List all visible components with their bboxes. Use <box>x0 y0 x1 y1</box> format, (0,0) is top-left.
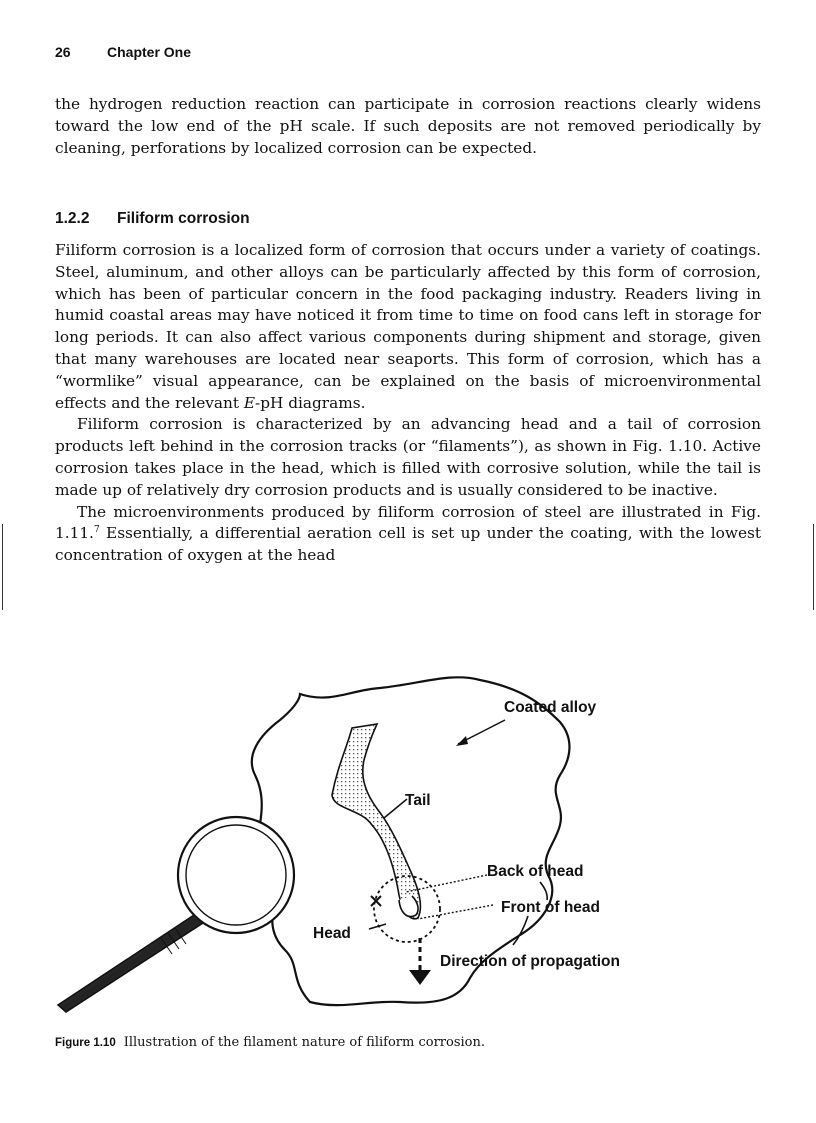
filiform-illustration <box>0 660 816 1020</box>
section-heading <box>55 210 250 228</box>
label-coated-alloy: Coated alloy <box>504 699 597 716</box>
caption-number: Figure 1.10 <box>55 1037 116 1049</box>
figure-1-10 <box>0 660 816 1020</box>
section-body <box>55 240 761 567</box>
chapter-title: Chapter One <box>107 44 192 60</box>
coated-alloy-arrowhead <box>456 736 468 746</box>
label-direction-of-propagation: Direction of propagation <box>440 953 620 970</box>
section-title: Filiform corrosion <box>117 210 250 227</box>
section-number: 1.2.2 <box>55 210 90 227</box>
magnifying-glass-icon <box>58 817 294 1012</box>
intro-paragraph <box>55 94 761 159</box>
intro-paragraph-text: the hydrogen reduction reaction can participate in corrosion reactions clearly widens toward the low end of the pH scale. If such deposits are not removed periodically by cleaning, perforations by localized corrosion can be expected. <box>55 95 761 157</box>
front-of-head-leader <box>418 905 493 919</box>
right-margin-rule <box>813 524 814 610</box>
paragraph-2: Filiform corrosion is characterized by an advancing head and a tail of corrosion products left behind in the corrosion tracks (or “filaments”), as shown in Fig. 1.10. Active corrosion takes place in the head, which is filled with corrosive solution, while the tail is made up of relatively dry corrosion products and is usually considered to be inactive. <box>55 415 761 499</box>
label-head: Head <box>313 925 351 942</box>
caption-text: Illustration of the filament nature of filiform corrosion. <box>123 1035 485 1050</box>
filament-track <box>332 724 420 919</box>
page-number: 26 <box>55 44 71 60</box>
paragraph-3: The microenvironments produced by filiform corrosion of steel are illustrated in Fig. 1.11.$^7$ Essentially, a differential aeration cell is set up under the coating, with the lowest concentration of oxygen at the head <box>55 502 761 565</box>
back-of-head-squiggle <box>540 882 547 900</box>
head-leader <box>369 924 386 929</box>
label-front-of-head: Front of head <box>501 899 601 916</box>
left-margin-rule <box>2 524 3 610</box>
running-head <box>55 44 191 60</box>
propagation-arrow-icon <box>409 970 431 985</box>
paragraph-1: Filiform corrosion is a localized form of corrosion that occurs under a variety of coatings. Steel, aluminum, and other alloys can be particularly affected by this form of corrosion, which has been of particular concern in the food packaging industry. Readers living in humid coastal areas may have noticed it from time to time on food cans left in storage for long periods. It can also affect various components during shipment and storage, given that many warehouses are located near seaports. This form of corrosion, which has a “wormlike” visual appearance, can be explained on the basis of microenvironmental effects and the relevant E-pH diagrams. <box>55 241 761 412</box>
label-tail: Tail <box>405 792 431 809</box>
tail-leader <box>384 799 407 818</box>
label-back-of-head: Back of head <box>487 863 584 880</box>
figure-caption <box>55 1034 485 1050</box>
